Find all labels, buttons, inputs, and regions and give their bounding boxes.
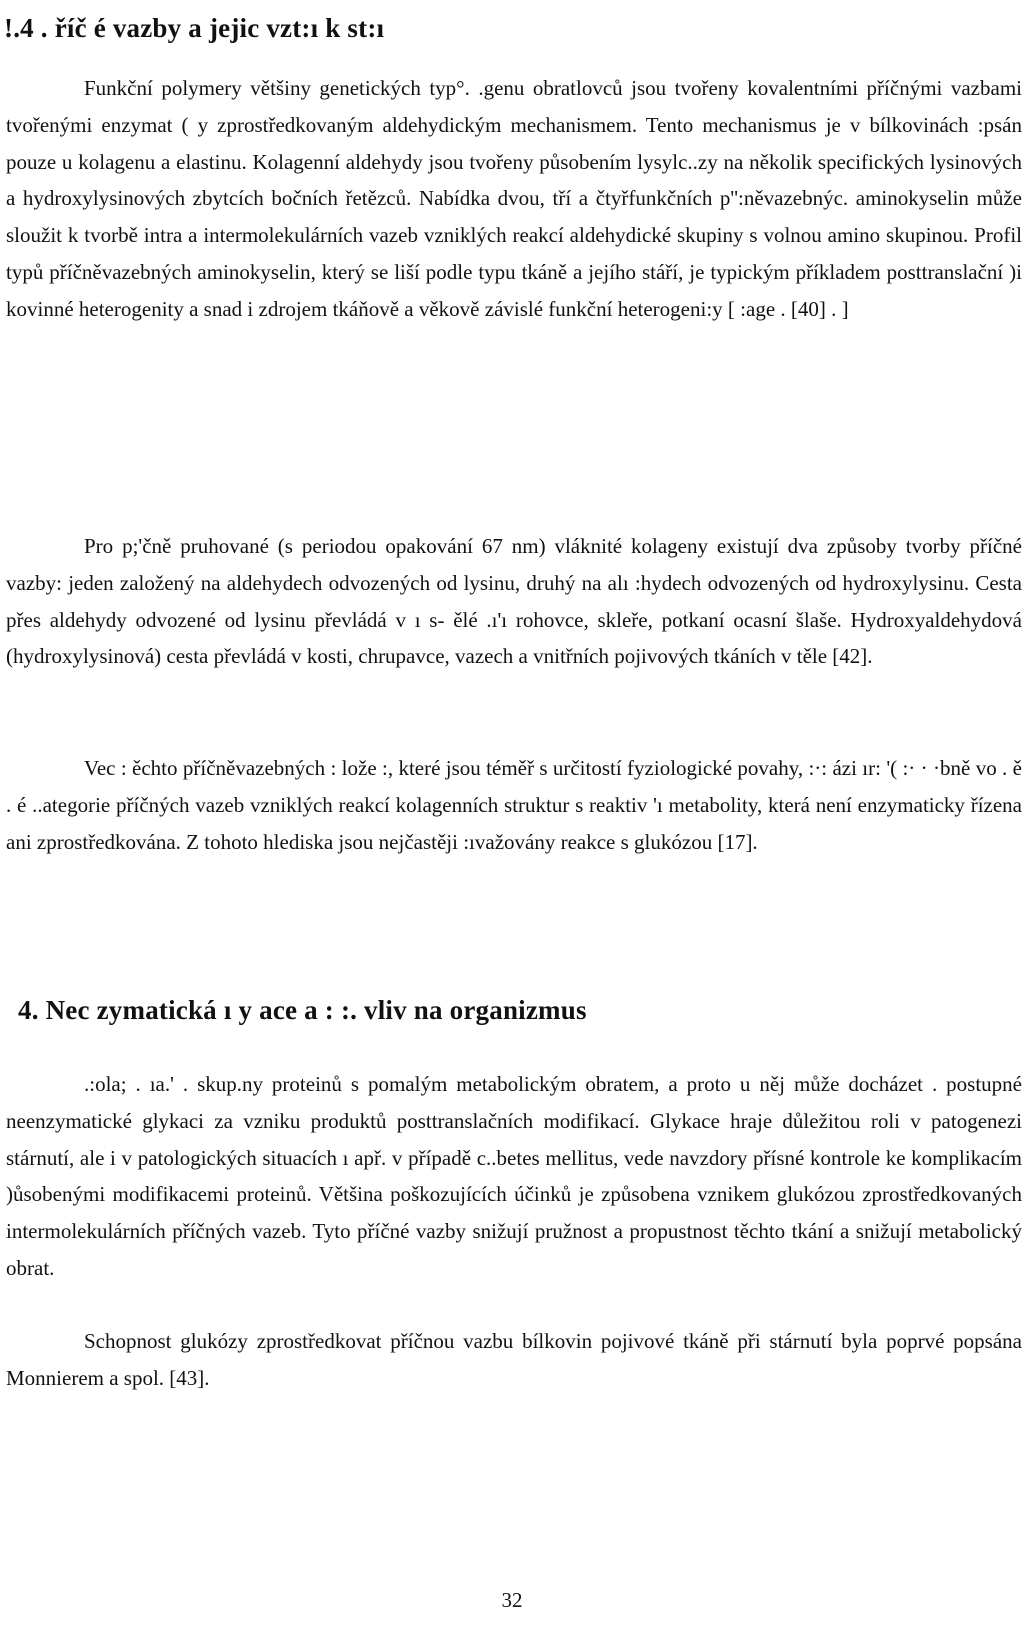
paragraph: Funkční polymery většiny genetických typ°. .genu obratlovců jsou tvořeny kovalentními příčnými vazbami tvořenými enzymat ( y zprostředkovaným aldehydickým mechanismem. Tento mechanismus je v bílkovinách :psán pouze u kolagenu a elastinu. Kolagenní aldehydy jsou tvořeny působením lysylc..zy na několik specifických lysinových a hydroxylysinových zbytcích bočních řetězců. Nabídka dvou, tří a čtyřfunkčních p'':něvazebnýc. aminokyselin může sloužit k tvorbě intra a intermolekulárních vazeb vzniklých reakcí aldehydické skupiny s volnou amino skupinou. Profil typů příčněvazebných aminokyselin, který se liší podle typu tkáně a jejího stáří, je typickým příkladem posttranslační )i kovinné heterogenity a snad i zdrojem tkáňově a věkově závislé funkční heterogeni:y [ :age . [40] . ]: [6, 76, 1022, 321]
section-heading: !.4 . říč é vazby a jejic vzt:ı k st:ı: [4, 13, 385, 43]
page-number: 32: [501, 1588, 523, 1612]
paragraph: Pro p;'čně pruhované (s periodou opakování 67 nm) vláknité kolageny existují dva způsoby tvorby příčné vazby: jeden založený na aldehydech odvozených od lysinu, druhý na alı :hydech odvozených od hydroxylysinu. Cesta přes aldehydy odvozené od lysinu převládá v ı s- ělé .ı'ı rohovce, skleře, potkaní ocasní šlaše. Hydroxyaldehydová (hydroxylysinová) cesta převládá v kosti, chrupavce, vazech a vnitřních pojivových tkáních v těle [42].: [6, 534, 1022, 669]
paragraph: Schopnost glukózy zprostředkovat příčnou vazbu bílkovin pojivové tkáně při stárnutí byla poprvé popsána Monnierem a spol. [43].: [6, 1329, 1022, 1390]
paragraph: .:ola; . ıa.' . skup.ny proteinů s pomalým metabolickým obratem, a proto u něj může docházet . postupné neenzymatické glykaci za vzniku produktů posttranslačních modifikací. Glykace hraje důležitou roli v patogenezi stárnutí, ale i v patologických situacích ı apř. v případě c..betes mellitus, vede navzdory přísné kontrole ke komplikacím )ůsobenými modifikacemi proteinů. Většina poškozujících účinků je způsobena vznikem glukózou zprostředkovaných intermolekulárních příčných vazeb. Tyto příčné vazby snižují pružnost a propustnost těchto tkání a snižují metabolický obrat.: [6, 1072, 1022, 1280]
section-heading: 4. Nec zymatická ı y ace a : :. vliv na organizmus: [18, 995, 587, 1025]
paragraph: Vec : ěchto příčněvazebných : lože :, které jsou téměř s určitostí fyziologické povahy, :·: ázi ır: '( :· · ·bně vo . ě . é ..ategorie příčných vazeb vzniklých reakcí kolagenních struktur s reaktiv 'ı metabolity, která není enzymaticky řízena ani zprostředkována. Z tohoto hlediska jsou nejčastěji :ıvažovány reakce s glukózou [17].: [6, 756, 1022, 854]
